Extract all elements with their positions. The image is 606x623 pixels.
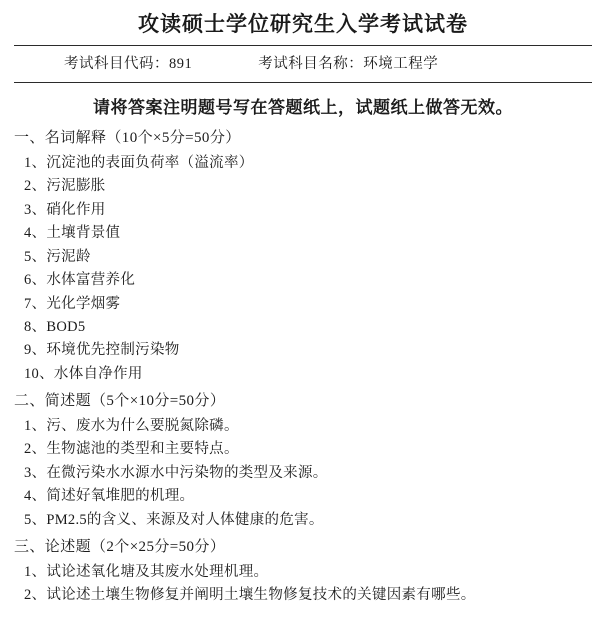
list-item: 7、光化学烟雾 (24, 295, 121, 312)
list-item: 1、污、废水为什么要脱氮除磷。 (24, 417, 239, 434)
list-item: 6、水体富营养化 (24, 272, 136, 289)
section-1-items (14, 152, 592, 386)
section-gap-2 (14, 532, 592, 534)
section-2-heading: 二、简述题（5个×10分=50分） (14, 393, 226, 410)
list-item: 3、在微污染水水源水中污染物的类型及来源。 (24, 464, 328, 481)
divider-bottom (14, 82, 592, 83)
list-item: 2、污泥膨胀 (24, 178, 106, 195)
exam-meta-row (14, 52, 592, 78)
subject-name-value: 环境工程学 (363, 56, 439, 73)
list-item: 8、BOD5 (24, 318, 86, 335)
list-item: 1、试论述氧化塘及其废水处理机理。 (24, 563, 269, 580)
answer-notice: 请将答案注明题号写在答题纸上，试题纸上做答无效。 (93, 98, 513, 118)
list-item: 9、环境优先控制污染物 (24, 342, 180, 359)
section-1-heading: 一、名词解释（10个×5分=50分） (14, 130, 241, 147)
list-item: 2、生物滤池的类型和主要特点。 (24, 441, 239, 458)
list-item: 5、PM2.5的含义、来源及对人体健康的危害。 (24, 511, 324, 528)
list-item: 4、土壤背景值 (24, 225, 121, 242)
subject-code-label: 考试科目代码：891 (64, 56, 193, 73)
subject-name-label: 考试科目名称：环境工程学 (258, 56, 439, 73)
section-2-items (14, 415, 592, 531)
divider-top (14, 45, 592, 46)
list-item: 5、污泥龄 (24, 248, 91, 265)
subject-code-value: 891 (169, 56, 193, 73)
section-2 (14, 390, 592, 531)
section-3-heading: 三、论述题（2个×25分=50分） (14, 539, 226, 556)
section-gap (14, 386, 592, 388)
section-3 (14, 536, 592, 606)
section-3-items (14, 561, 592, 607)
list-item: 2、试论述土壤生物修复并阐明土壤生物修复技术的关键因素有哪些。 (24, 587, 476, 604)
section-1 (14, 127, 592, 385)
list-item: 1、沉淀池的表面负荷率（溢流率） (24, 154, 254, 171)
page-title: 攻读硕士学位研究生入学考试试卷 (138, 12, 468, 36)
list-item: 3、硝化作用 (24, 201, 106, 218)
list-item: 10、水体自净作用 (24, 365, 143, 382)
list-item: 4、简述好氧堆肥的机理。 (24, 488, 195, 505)
